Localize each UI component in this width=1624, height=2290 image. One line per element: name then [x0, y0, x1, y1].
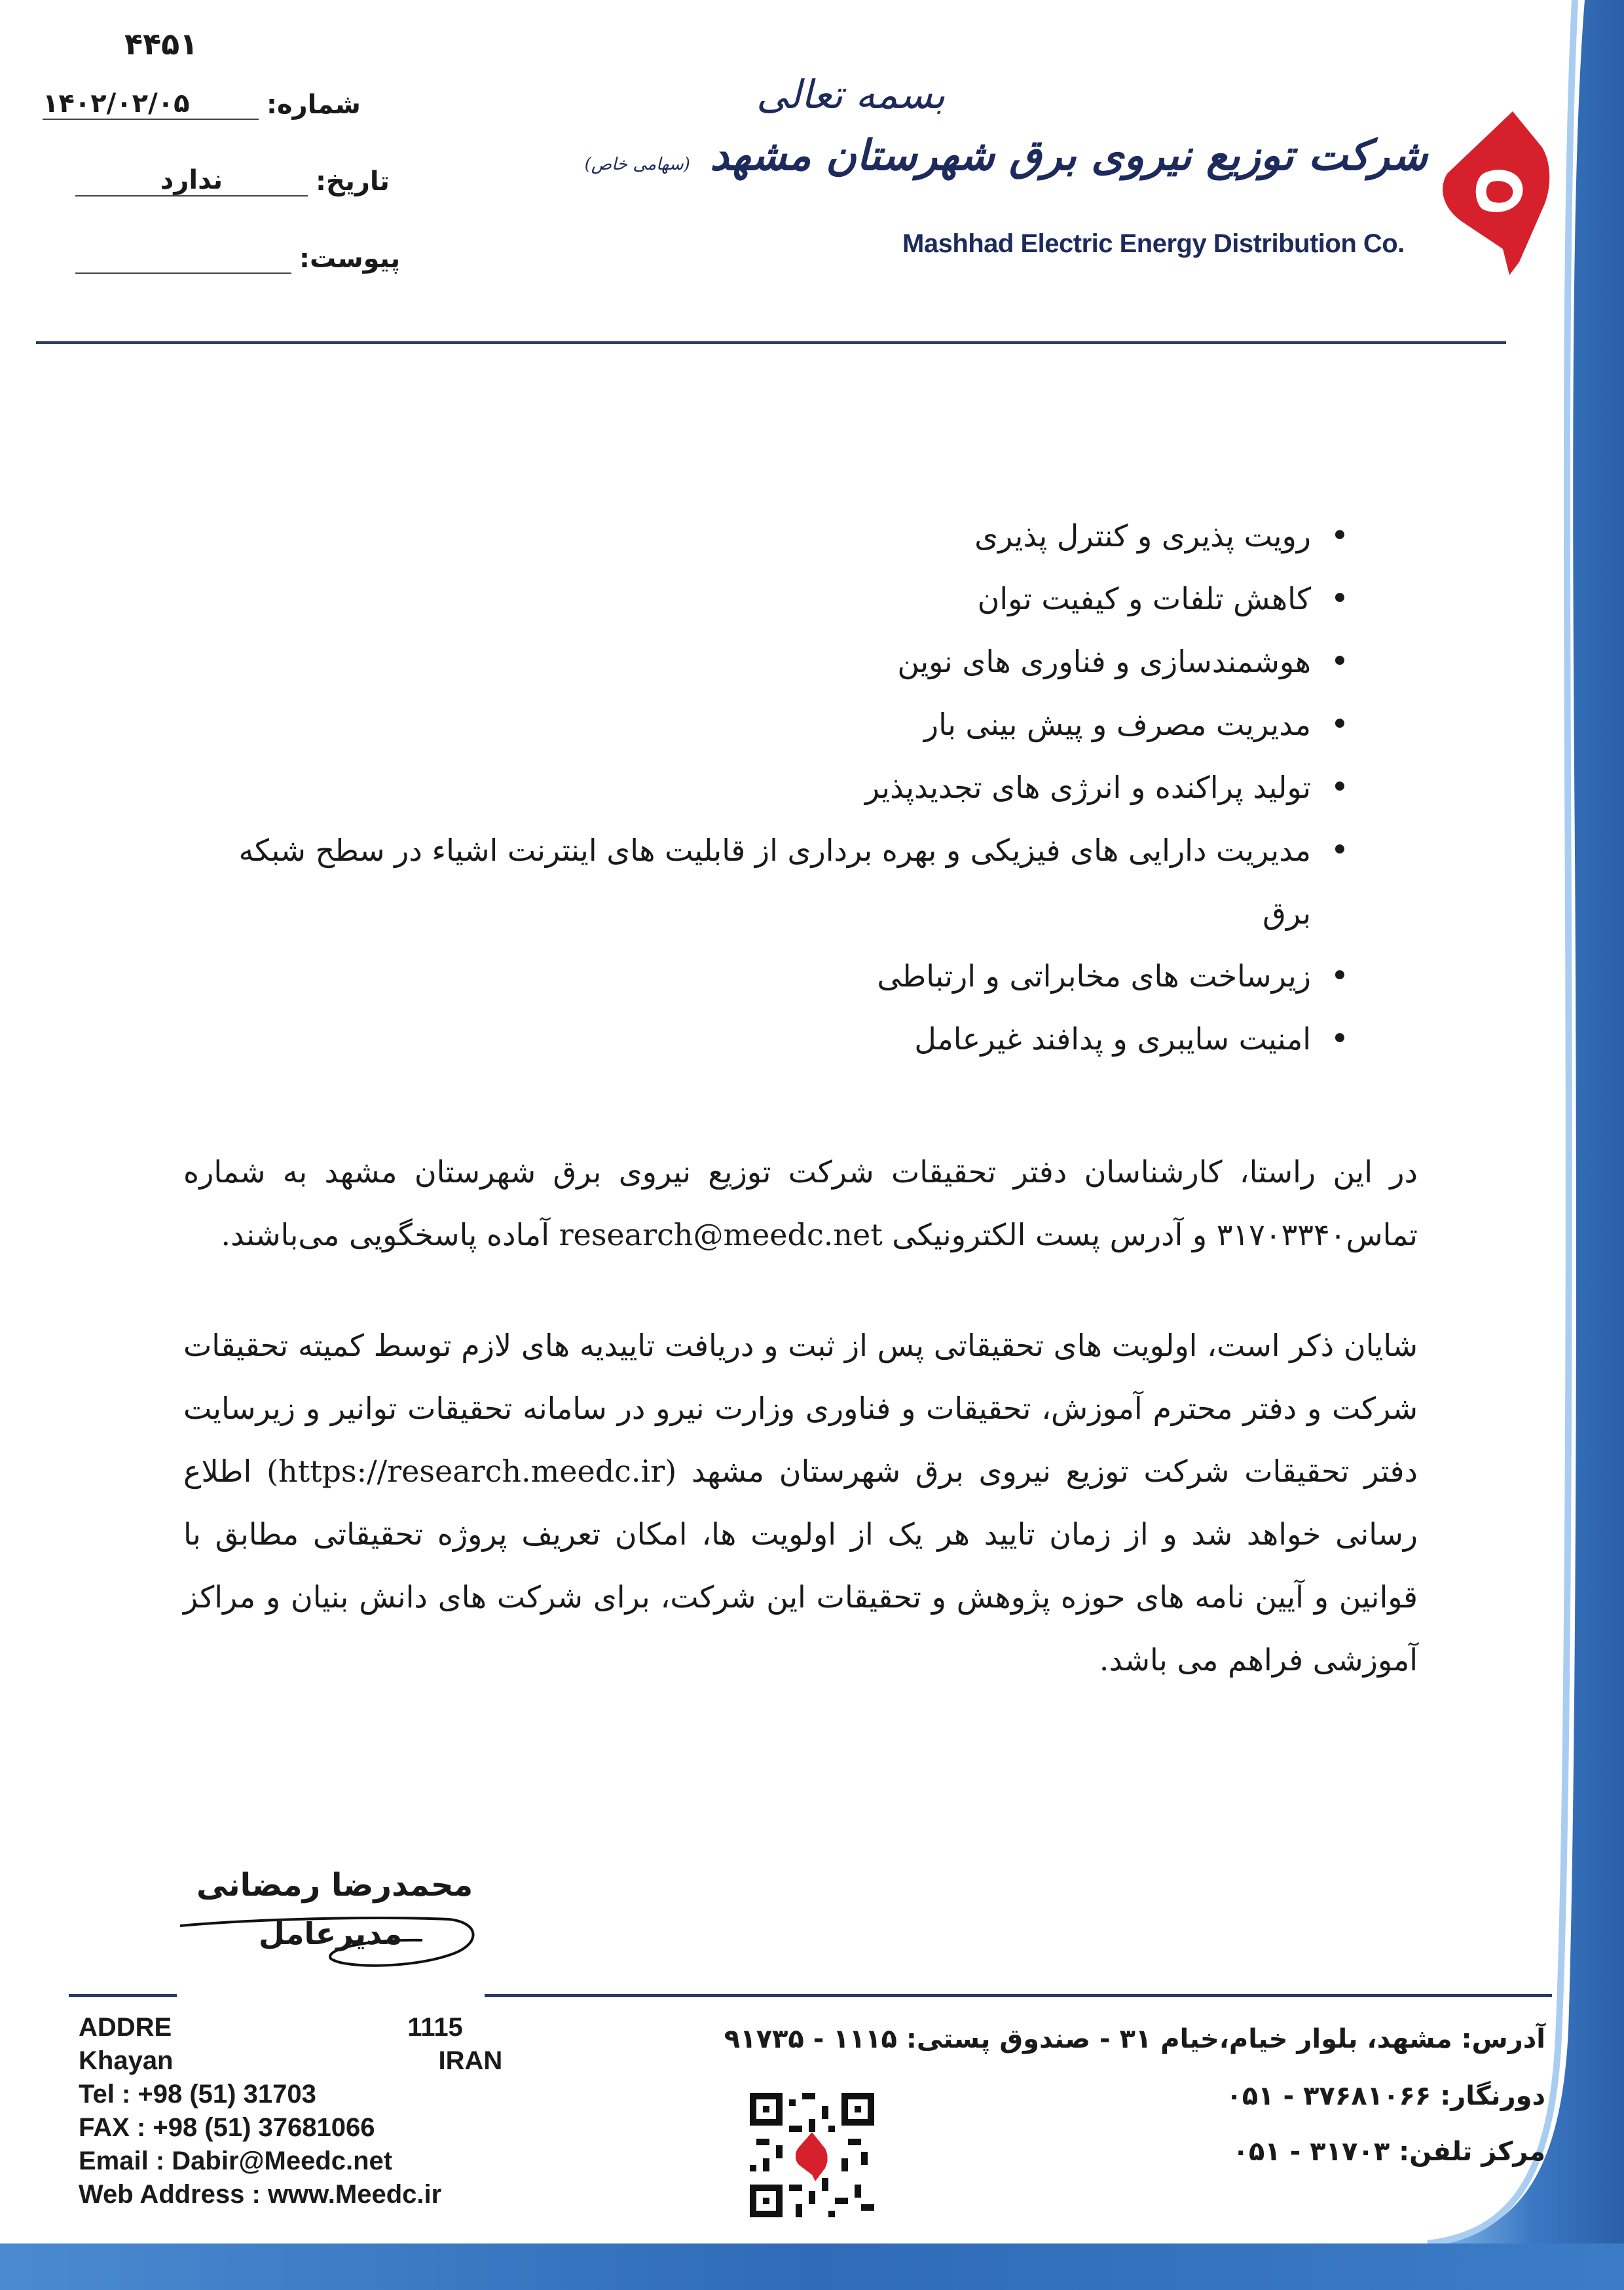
notice-paragraph: شایان ذکر است، اولویت های تحقیقاتی پس از ثبت و دریافت تاییدیه های لازم توسط کمیته تحقیقات شرکت و دفتر محترم آموزش، تحقیقات و فناوری وزارت نیرو در سامانه تحقیقات توانیر و زیرسایت دفتر تحقیقات شرکت توزیع نیروی برق شهرستان مشهد (https://research.meedc.ir) اطلاع رسانی خواهد شد و از زمان تایید هر یک از اولویت ها، امکان تعریف پروژه تحقیقاتی مطابق با قوانین و آیین نامه های حوزه پژوهش و تحقیقات این شرکت، برای شرکت های دانش بنیان و مراکز آموزشی فراهم می باشد.: [183, 1328, 1418, 1678]
letter-number-label: شماره:: [267, 90, 361, 120]
signatory-name: محمدرضا رمضانی: [196, 1867, 473, 1904]
footer-english-contact: [79, 2011, 502, 2211]
list-item: • مدیریت دارایی های فیزیکی و بهره برداری از قابلیت های اینترنت اشیاء در سطح شبکه برق: [236, 819, 1349, 945]
footer-divider-right: [485, 1994, 1552, 1997]
letter-date-row: [75, 165, 390, 197]
letter-date-value: ندارد: [75, 165, 308, 197]
footer-address-line2-left: Khayan: [79, 2046, 174, 2075]
footer-address-line1-left: ADDRE: [79, 2013, 172, 2042]
footer-address-line1-right: 1115: [407, 2013, 463, 2042]
company-logo-icon: [1437, 111, 1552, 275]
qr-code-icon[interactable]: [750, 2093, 874, 2217]
footer-address-line2-right: IRAN: [438, 2046, 503, 2075]
list-item: • زیرساخت های مخابراتی و ارتباطی: [236, 945, 1349, 1007]
list-item: • کاهش تلفات و کیفیت توان: [236, 567, 1349, 630]
footer-address-line2: [79, 2044, 502, 2078]
footer-divider-left: [69, 1994, 177, 1997]
company-type-fa: (سهامی خاص): [584, 155, 690, 174]
signatory-title: مدیرعامل: [259, 1916, 403, 1951]
footer-fax: FAX : +98 (51) 37681066: [79, 2113, 375, 2142]
attachment-label: پیوست:: [299, 244, 401, 274]
list-item: • مدیریت مصرف و پیش بینی بار: [236, 693, 1349, 756]
footer-email[interactable]: Email : Dabir@Meedc.net: [79, 2147, 393, 2175]
list-item: • رویت پذیری و کنترل پذیری: [236, 504, 1349, 567]
company-name-fa: [584, 131, 1428, 180]
reference-number: ۴۴۵۱: [124, 26, 198, 62]
footer-fax-fa: دورنگار: ۳۷۶۸۱۰۶۶ - ۰۵۱: [1226, 2081, 1545, 2111]
company-name-fa-text: شرکت توزیع نیروی برق شهرستان مشهد: [710, 131, 1428, 180]
bottom-decorative-band: [0, 2243, 1624, 2290]
attachment-row: [75, 242, 400, 274]
letter-number-row: [43, 88, 361, 120]
contact-paragraph: در این راستا، کارشناسان دفتر تحقیقات شرکت توزیع نیروی برق شهرستان مشهد به شماره تماس۳۱۷۰۳۳۴۰ و آدرس پست الکترونیکی research@meedc.net آماده پاسخگویی می‌باشند.: [183, 1154, 1418, 1252]
footer-web[interactable]: Web Address : www.Meedc.ir: [79, 2180, 442, 2209]
list-item: • هوشمندسازی و فناوری های نوین: [236, 630, 1349, 693]
footer-address-line1: [79, 2011, 502, 2044]
header-divider: [36, 341, 1506, 344]
footer-address-fa: آدرس: مشهد، بلوار خیام،خیام ۳۱ - صندوق پستی: ۱۱۱۵ - ۹۱۷۳۵: [724, 2024, 1545, 2054]
company-name-en: Mashhad Electric Energy Distribution Co.: [902, 229, 1405, 258]
footer-tel: Tel : +98 (51) 31703: [79, 2080, 316, 2109]
list-item: • تولید پراکنده و انرژی های تجدیدپذیر: [236, 756, 1349, 819]
bismillah: بسمه تعالی: [756, 72, 946, 118]
footer-phone-fa: مرکز تلفن: ۳۱۷۰۳ - ۰۵۱: [1232, 2137, 1545, 2167]
letter-date-label: تاریخ:: [316, 166, 390, 197]
list-item: • امنیت سایبری و پدافند غیرعامل: [236, 1007, 1349, 1070]
attachment-value: [75, 242, 291, 274]
research-priorities-list: [236, 504, 1349, 1070]
letter-number-value: ۱۴۰۲/۰۲/۰۵: [43, 88, 259, 120]
